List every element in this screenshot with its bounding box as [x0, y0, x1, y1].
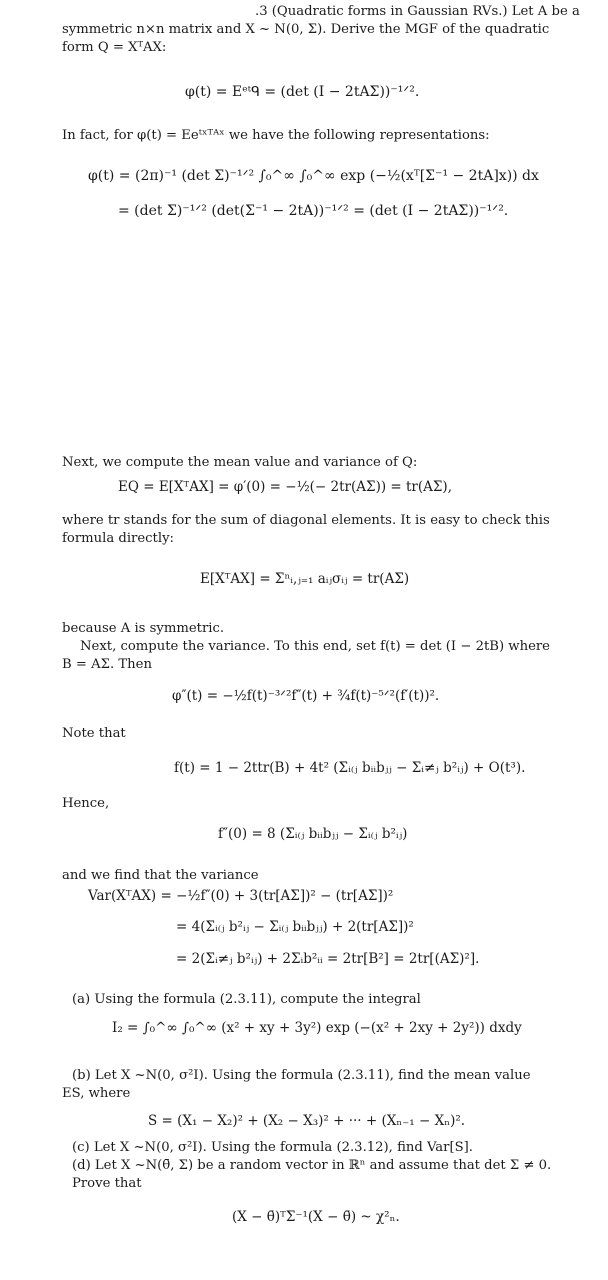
exercise-part-d: (d) Let X ~N(θ̄, Σ) be a random vector in ℝⁿ and assume that det Σ ≠ 0.	[72, 1158, 552, 1173]
note-label: Note that	[62, 726, 126, 741]
equation-representation-2: = (det Σ)⁻¹ᐟ² (det(Σ⁻¹ − 2tA))⁻¹ᐟ² = (det (I − 2tAΣ))⁻¹ᐟ².	[118, 203, 509, 219]
equation-variance-1: Var(XᵀAX) = −½f″(0) + 3(tr[AΣ])² − (tr[AΣ])²	[88, 888, 394, 904]
equation-mgf: φ(t) = Eᵉᵗᑫ = (det (I − 2tAΣ))⁻¹ᐟ².	[185, 84, 420, 100]
problem-intro-line3: form Q = XᵀAX:	[62, 40, 167, 55]
equation-chi-square: (X − θ̄)ᵀΣ⁻¹(X − θ̄) ~ χ²ₙ.	[232, 1209, 400, 1225]
equation-representation-1: φ(t) = (2π)⁻¹ (det Σ)⁻¹ᐟ² ∫₀^∞ ∫₀^∞ exp (−½(xᵀ[Σ⁻¹ − 2tA]x)) dx	[88, 168, 539, 184]
equation-mean: EQ = E[XᵀAX] = φ′(0) = −½(− 2tr(AΣ)) = tr(AΣ),	[118, 479, 452, 495]
fact-line: In fact, for φ(t) = Eeᵗˣᵀᴬˣ we have the following representations:	[62, 128, 490, 143]
equation-f: f(t) = 1 − 2ttr(B) + 4t² (Σᵢ₍ⱼ bᵢᵢbⱼⱼ − Σᵢ≠ⱼ b²ᵢⱼ) + O(t³).	[174, 760, 526, 776]
equation-f-second-derivative: f″(0) = 8 (Σᵢ₍ⱼ bᵢᵢbⱼⱼ − Σᵢ₍ⱼ b²ᵢⱼ)	[218, 826, 408, 842]
exercise-part-a: (a) Using the formula (2.3.11), compute the integral	[72, 992, 421, 1007]
exercise-part-c: (c) Let X ~N(0, σ²I). Using the formula (2.3.12), find Var[S].	[72, 1140, 473, 1155]
equation-s: S = (X₁ − X₂)² + (X₂ − X₃)² + ··· + (Xₙ₋₁ − Xₙ)².	[148, 1113, 466, 1129]
equation-phi-second-derivative: φ″(t) = −½f(t)⁻³ᐟ²f″(t) + ¾f(t)⁻⁵ᐟ²(f′(t))².	[172, 688, 440, 704]
variance-find-line: and we find that the variance	[62, 868, 259, 883]
variance-text-line2: B = AΣ. Then	[62, 657, 152, 672]
equation-integral: I₂ = ∫₀^∞ ∫₀^∞ (x² + xy + 3y²) exp (−(x² + 2xy + 2y²)) dxdy	[112, 1020, 522, 1036]
mean-intro: Next, we compute the mean value and variance of Q:	[62, 455, 418, 470]
because-line: because A is symmetric.	[62, 621, 225, 636]
prove-label: Prove that	[72, 1176, 142, 1191]
variance-text-line1: Next, compute the variance. To this end, set f(t) = det (I − 2tB) where	[80, 639, 550, 654]
exercise-part-b-line2: ES, where	[62, 1086, 131, 1101]
hence-label: Hence,	[62, 796, 110, 811]
problem-intro-line1: .3 (Quadratic forms in Gaussian RVs.) Let A be a	[255, 4, 580, 19]
trace-text-line2: formula directly:	[62, 531, 174, 546]
equation-variance-2: = 4(Σᵢ₍ⱼ b²ᵢⱼ − Σᵢ₍ⱼ bᵢᵢbⱼⱼ) + 2(tr[AΣ])²	[176, 919, 414, 935]
exercise-part-b-line1: (b) Let X ~N(0, σ²I). Using the formula (2.3.11), find the mean value	[72, 1068, 531, 1083]
problem-intro-line2: symmetric n×n matrix and X ~ N(0, Σ). Derive the MGF of the quadratic	[62, 22, 550, 37]
equation-variance-3: = 2(Σᵢ≠ⱼ b²ᵢⱼ) + 2Σᵢb²ᵢᵢ = 2tr[B²] = 2tr[(AΣ)²].	[176, 951, 480, 967]
equation-trace: E[XᵀAX] = Σⁿᵢ,ⱼ₌₁ aᵢⱼσᵢⱼ = tr(AΣ)	[200, 571, 410, 587]
trace-text-line1: where tr stands for the sum of diagonal elements. It is easy to check this	[62, 513, 550, 528]
